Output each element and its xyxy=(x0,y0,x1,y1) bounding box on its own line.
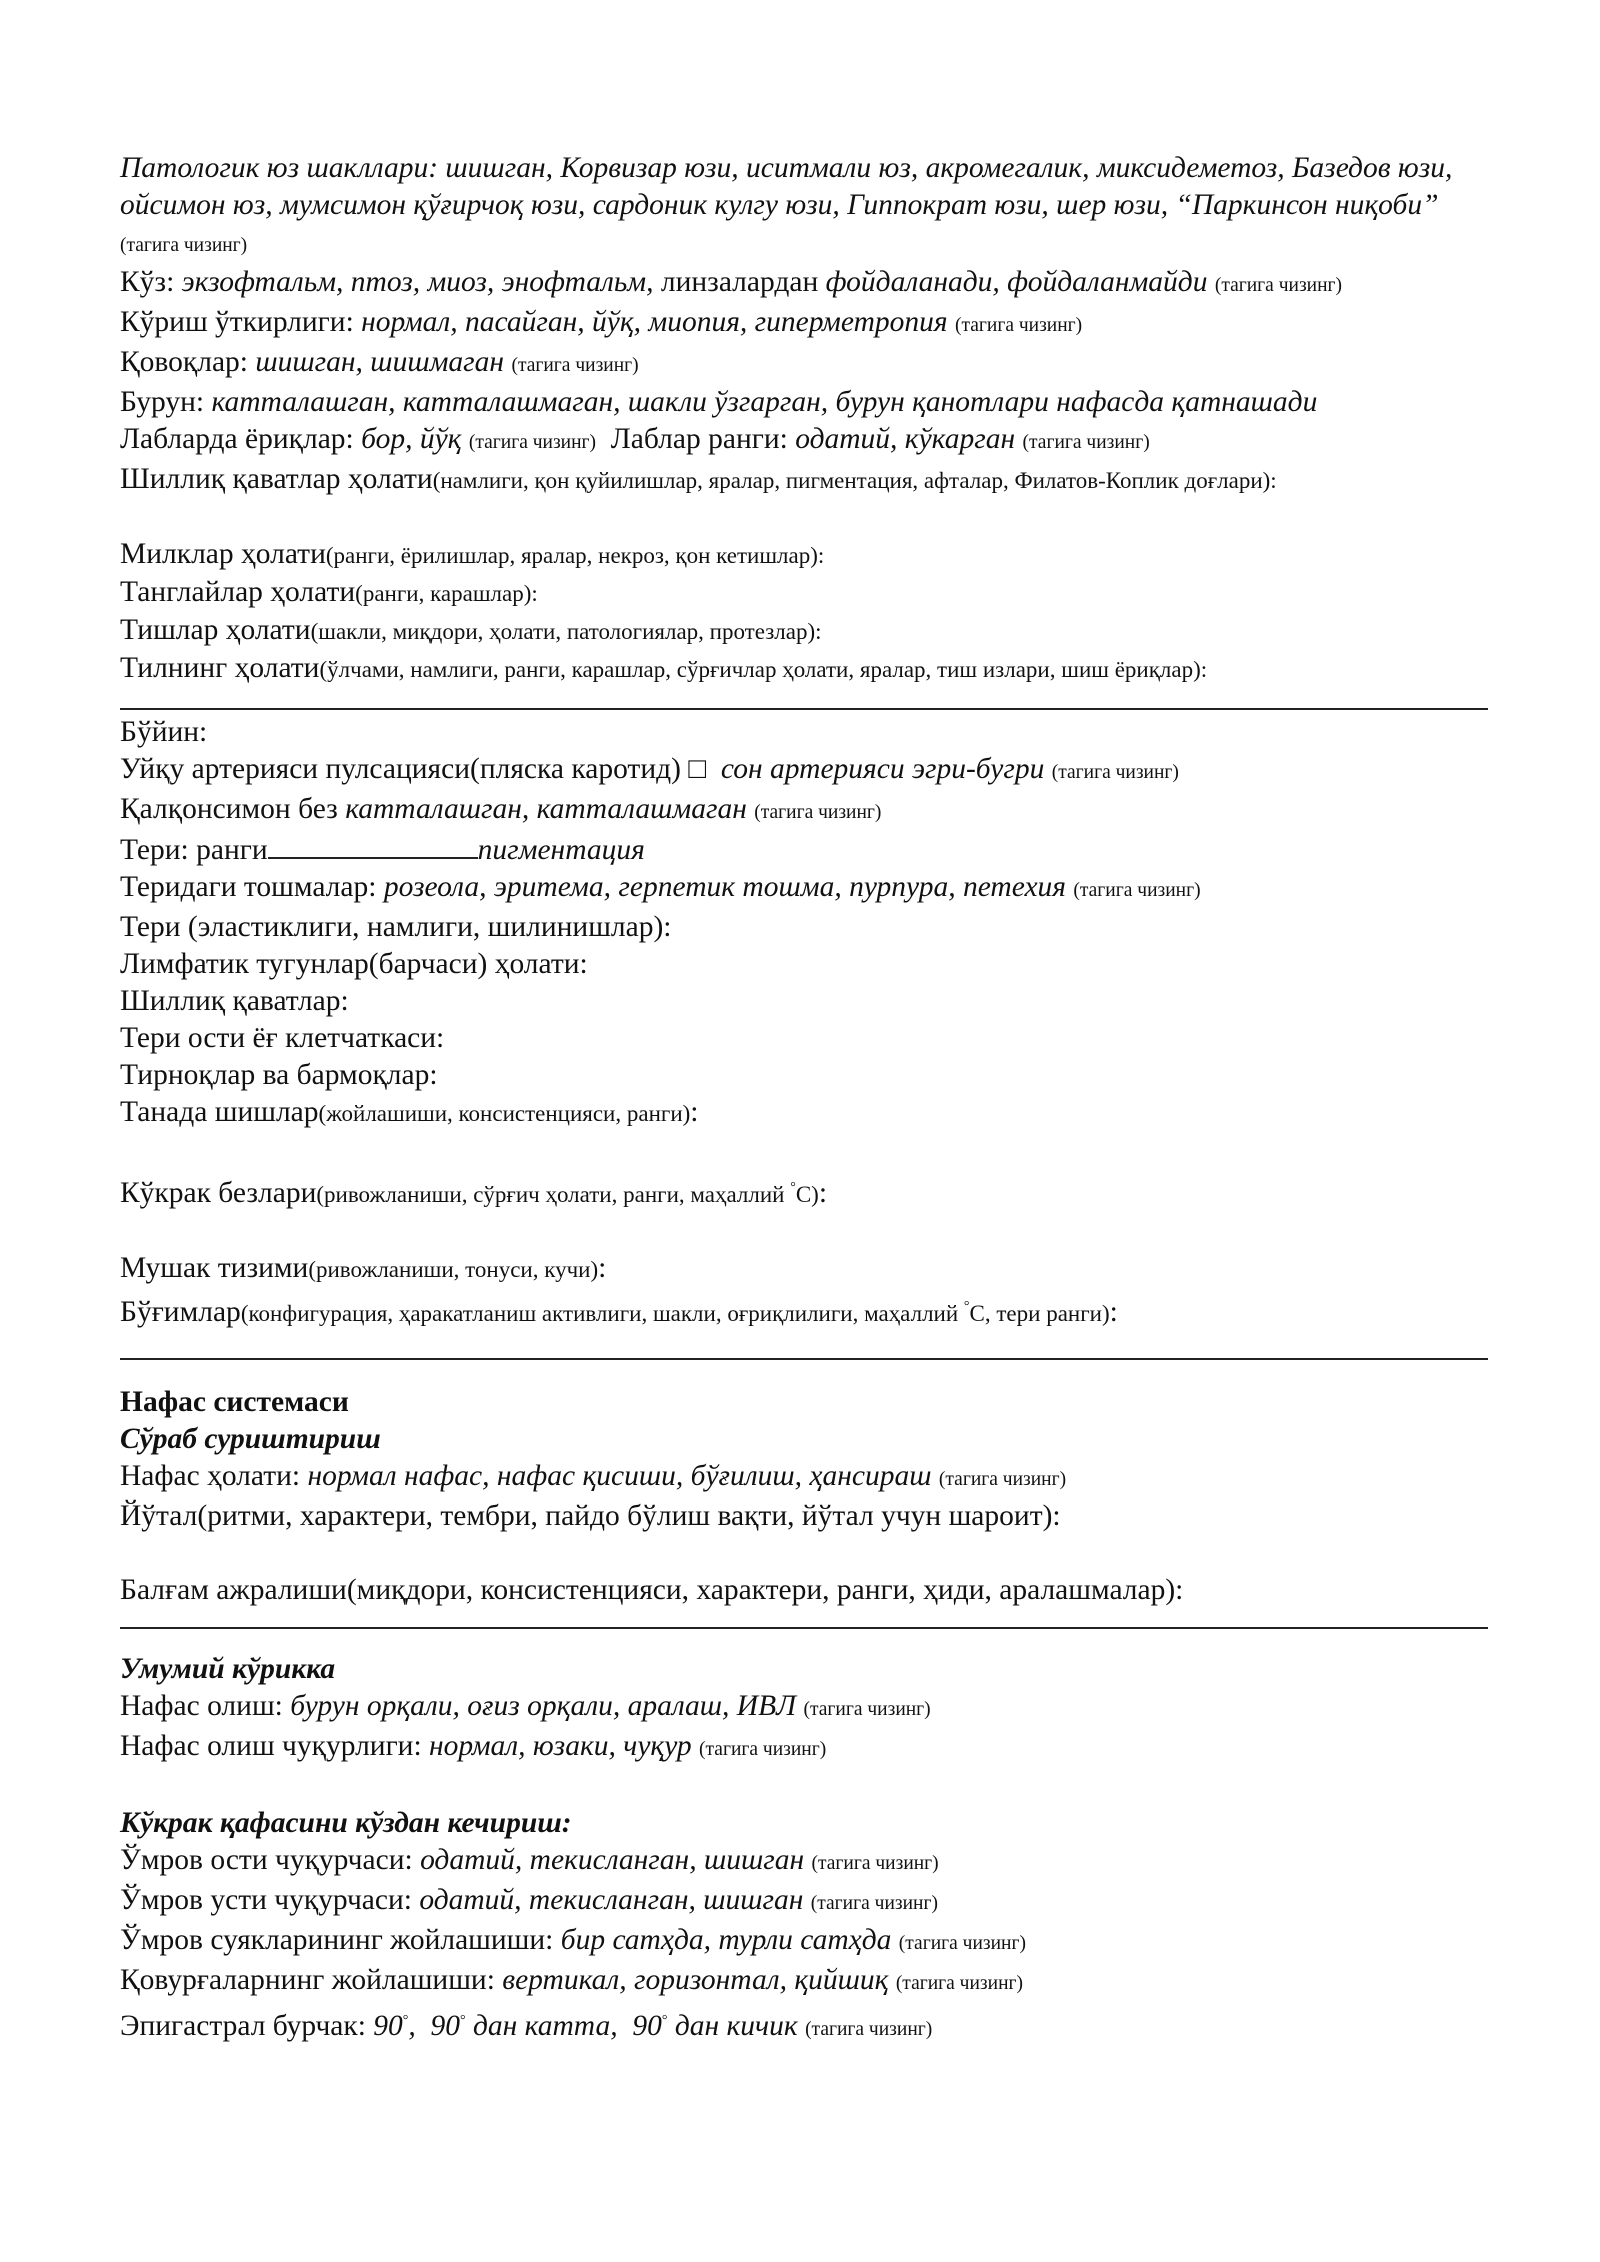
document-page xyxy=(120,150,1488,2047)
nose-options: катталашган, катталашмаган, шакли ўзгарган, бурун қанотлари нафасда қатнашади xyxy=(211,386,1318,418)
degree-sign: ° xyxy=(963,1298,970,1314)
subcut-label: Тери ости ёғ клетчаткаси: xyxy=(120,1022,445,1054)
clavicles-label: Ўмров суякларининг жойлашиши: xyxy=(120,1923,561,1956)
skin-color-line xyxy=(120,831,1488,869)
breath-route-note: (тагига чизинг) xyxy=(803,1698,931,1720)
spacer xyxy=(120,1768,1488,1805)
teeth-label: Тишлар ҳолати xyxy=(120,614,311,646)
palate-detail: (ранги, карашлар): xyxy=(355,581,538,606)
subclavian-options: одатий, текисланган, шишган xyxy=(420,1843,805,1876)
section-title: Нафас системаси xyxy=(120,1385,349,1418)
tongue-label: Тилнинг ҳолати xyxy=(120,652,320,684)
ribs-options: вертикал, горизонтал, қийшиқ xyxy=(502,1963,889,1996)
tongue-detail: (ўлчами, намлиги, ранги, карашлар, сўрғичлар ҳолати, яралар, тиш излари, шиш ёриқлар): xyxy=(319,657,1208,682)
muscle-label: Мушак тизими xyxy=(120,1251,309,1284)
lips-line xyxy=(120,421,1488,461)
section-subtitle: Сўраб суриштириш xyxy=(120,1422,381,1455)
eye-line xyxy=(120,264,1488,304)
lips-color-note: (тагига чизинг) xyxy=(1022,432,1150,453)
eye-lens-options: фойдаланади, фойдаланмайди xyxy=(825,266,1208,298)
mucosa2-line xyxy=(120,983,1488,1020)
eye-lens-label: линзалардан xyxy=(660,266,826,298)
subclavian-note: (тагига чизинг) xyxy=(811,1852,939,1874)
clavicles-note: (тагига чизинг) xyxy=(898,1932,1026,1954)
breast-detail: (ривожланиши, сўрғич ҳолати, ранги, маҳаллий xyxy=(316,1181,791,1207)
rash-options: розеола, эритема, герпетик тошма, пурпура, петехия xyxy=(383,871,1067,903)
joints-colon: : xyxy=(1109,1295,1118,1328)
angle-option-3-text: дан кичик xyxy=(667,2009,798,2042)
epigastric-note: (тагига чизинг) xyxy=(805,2018,933,2040)
eye-note: (тагига чизинг) xyxy=(1214,275,1343,296)
subcut-line xyxy=(120,1020,1488,1057)
vision-line xyxy=(120,304,1488,344)
lips-cracks-label: Лабларда ёриқлар: xyxy=(120,423,362,455)
spacer xyxy=(120,1633,1488,1651)
degree-sign: ° xyxy=(402,2012,409,2028)
angle-option-1: 90 xyxy=(373,2009,403,2042)
lymph-line xyxy=(120,946,1488,983)
tongue-line xyxy=(120,650,1488,688)
eyelids-label: Қовоқлар: xyxy=(120,346,256,378)
degree-sign: ° xyxy=(460,2012,466,2028)
spacer xyxy=(120,1213,1488,1250)
teeth-line xyxy=(120,612,1488,650)
lips-cracks-note: (тагига чизинг) xyxy=(468,432,597,453)
degree-sign: ° xyxy=(661,2012,668,2028)
general-exam-title: Умумий кўрикка xyxy=(120,1652,336,1685)
nails-label: Тирноқлар ва бармоқлар: xyxy=(120,1059,438,1091)
checkbox-icon[interactable]: □ xyxy=(688,753,707,785)
chest-exam-title: Кўкрак қафасини кўздан кечириш: xyxy=(120,1806,572,1839)
palate-line xyxy=(120,574,1488,612)
breath-route-line xyxy=(120,1688,1488,1728)
muscle-colon: : xyxy=(598,1251,607,1284)
vision-label: Кўриш ўткирлиги: xyxy=(120,306,362,338)
muscle-line xyxy=(120,1250,1488,1288)
vision-note: (тагига чизинг) xyxy=(954,315,1083,336)
gums-line xyxy=(120,536,1488,574)
clavicles-line xyxy=(120,1922,1488,1962)
joints-detail-end: C, тери ранги) xyxy=(969,1300,1110,1326)
mucosa-detail: (намлиги, қон қуйилишлар, яралар, пигментация, афталар, Филатов-Коплик доғлари): xyxy=(432,468,1277,493)
skin-label: Тери (эластиклиги, намлиги, шилинишлар): xyxy=(120,911,672,943)
skin-color-options: пигментация xyxy=(477,834,645,866)
supraclavian-label: Ўмров усти чуқурчаси: xyxy=(120,1883,420,1916)
ribs-note: (тагига чизинг) xyxy=(895,1972,1023,1994)
supraclavian-line xyxy=(120,1882,1488,1922)
nose-line xyxy=(120,384,1488,421)
face-forms-line xyxy=(120,150,1488,264)
edema-line xyxy=(120,1094,1488,1132)
eye-label: Кўз: xyxy=(120,266,182,298)
supraclavian-options: одатий, текисланган, шишган xyxy=(419,1883,804,1916)
ribs-label: Қовурғаларнинг жойлашиши: xyxy=(120,1963,503,1996)
spacer xyxy=(120,1132,1488,1169)
carotid-note: (тагига чизинг) xyxy=(1051,762,1179,783)
breast-colon: : xyxy=(818,1176,828,1209)
neck-label: Бўйин: xyxy=(120,716,208,748)
lymph-label: Лимфатик тугунлар(барчаси) ҳолати: xyxy=(120,948,588,980)
spacer xyxy=(120,1364,1488,1384)
palate-label: Танглайлар ҳолати xyxy=(120,576,356,608)
divider xyxy=(120,1627,1488,1629)
angle-option-3: 90 xyxy=(632,2009,662,2042)
mucosa-line xyxy=(120,461,1488,499)
divider xyxy=(120,1358,1488,1360)
edema-colon: : xyxy=(690,1096,699,1128)
skin-line xyxy=(120,909,1488,946)
carotid-options: сон артерияси эгри-бугри xyxy=(720,753,1045,785)
breath-state-label: Нафас ҳолати: xyxy=(120,1459,308,1492)
breast-detail-end: C) xyxy=(795,1181,819,1207)
spacer xyxy=(120,1535,1488,1572)
skin-color-label: Тери: ранги xyxy=(120,834,268,866)
breath-route-options: бурун орқали, оғиз орқали, аралаш, ИВЛ xyxy=(290,1689,797,1722)
divider xyxy=(120,708,1488,710)
breast-label: Кўкрак безлари xyxy=(120,1176,317,1209)
eye-options: экзофтальм, птоз, миоз, энофтальм, xyxy=(181,266,661,298)
sputum-label: Балғам ажралиши(миқдори, консистенцияси, характери, ранги, ҳиди, аралашмалар): xyxy=(120,1573,1184,1606)
supraclavian-note: (тагига чизинг) xyxy=(810,1892,938,1914)
subclavian-label: Ўмров ости чуқурчаси: xyxy=(120,1843,421,1876)
edema-detail: (жойлашиши, консистенцияси, ранги) xyxy=(318,1101,691,1126)
cough-line xyxy=(120,1498,1488,1535)
carotid-label: Уйқу артерияси пулсацияси(пляска каротид) xyxy=(120,753,689,785)
breath-state-line xyxy=(120,1458,1488,1498)
thyroid-label: Қалқонсимон без xyxy=(120,793,346,825)
thyroid-note: (тагига чизинг) xyxy=(754,802,882,823)
face-forms-text: Патологик юз шакллари: шишган, Корвизар юзи, иситмали юз, акромегалик, миксидеметоз, Базедов юзи, ойсимон юз, мумсимон қўғирчоқ юзи, сардоник кулгу юзи, Гиппократ юзи, шер юзи, “Паркинсон ниқоби” xyxy=(120,152,1453,221)
eyelids-options: шишган, шишмаган xyxy=(255,346,505,378)
thyroid-line xyxy=(120,791,1488,831)
epigastric-line: Эпигастрал бурчак: 90°, 90° дан катта, 90° дан кичик (тагига чизинг) xyxy=(120,2009,933,2042)
breath-route-label: Нафас олиш: xyxy=(120,1689,291,1722)
mucosa2-label: Шиллиқ қаватлар: xyxy=(120,985,349,1017)
neck-line xyxy=(120,714,1488,751)
carotid-line xyxy=(120,751,1488,791)
thyroid-options: катталашган, катталашмаган xyxy=(345,793,747,825)
cough-label: Йўтал(ритми, характери, тембри, пайдо бўлиш вақти, йўтал учун шароит): xyxy=(120,1499,1061,1532)
angle-option-2: 90 xyxy=(430,2009,461,2042)
joints-detail: (конфигурация, ҳаракатланиш активлиги, шакли, оғриқлилиги, маҳаллий xyxy=(240,1300,964,1326)
rash-note: (тагига чизинг) xyxy=(1073,880,1201,901)
lips-color-options: одатий, кўкарган xyxy=(795,423,1016,455)
joints-label: Бўғимлар xyxy=(120,1295,241,1328)
joints-line xyxy=(120,1288,1488,1332)
rash-label: Теридаги тошмалар: xyxy=(120,871,384,903)
nose-label: Бурун: xyxy=(120,386,212,418)
subclavian-line xyxy=(120,1842,1488,1882)
eyelids-note: (тагига чизинг) xyxy=(511,355,639,376)
mucosa-label: Шиллиқ қаватлар ҳолати xyxy=(120,463,433,495)
breath-depth-line xyxy=(120,1728,1488,1768)
muscle-detail: (ривожланиши, тонуси, кучи) xyxy=(308,1256,599,1282)
sputum-line xyxy=(120,1572,1488,1609)
rash-line xyxy=(120,869,1488,909)
breath-depth-options: нормал, юзаки, чуқур xyxy=(429,1729,692,1762)
clavicles-options: бир сатҳда, турли сатҳда xyxy=(560,1923,892,1956)
epigastric-label: Эпигастрал бурчак: xyxy=(120,2009,374,2042)
lips-cracks-options: бор, йўқ xyxy=(361,423,462,455)
spacer xyxy=(120,499,1488,536)
gums-label: Милклар ҳолати xyxy=(120,538,326,570)
eyelids-line xyxy=(120,344,1488,384)
vision-options: нормал, пасайган, йўқ, миопия, гиперметропия xyxy=(361,306,948,338)
teeth-detail: (шакли, миқдори, ҳолати, патологиялар, протезлар): xyxy=(310,619,822,644)
breath-depth-label: Нафас олиш чуқурлиги: xyxy=(120,1729,430,1762)
breath-state-note: (тагига чизинг) xyxy=(938,1468,1067,1490)
ribs-line xyxy=(120,1962,1488,2002)
breath-state-options: нормал нафас, нафас қисиши, бўғилиш, ҳансираш xyxy=(307,1459,932,1492)
lips-color-label: Лаблар ранги: xyxy=(610,423,796,455)
skin-color-blank[interactable] xyxy=(268,831,478,859)
breast-line xyxy=(120,1169,1488,1213)
gums-detail: (ранги, ёрилишлар, яралар, некроз, қон кетишлар): xyxy=(325,543,825,568)
angle-option-2-text: дан катта, xyxy=(465,2009,625,2042)
edema-label: Танада шишлар xyxy=(120,1096,319,1128)
face-note: (тагига чизинг) xyxy=(120,235,248,256)
nails-line xyxy=(120,1057,1488,1094)
breath-depth-note: (тагига чизинг) xyxy=(699,1738,827,1760)
degree-sign: ° xyxy=(790,1180,796,1195)
